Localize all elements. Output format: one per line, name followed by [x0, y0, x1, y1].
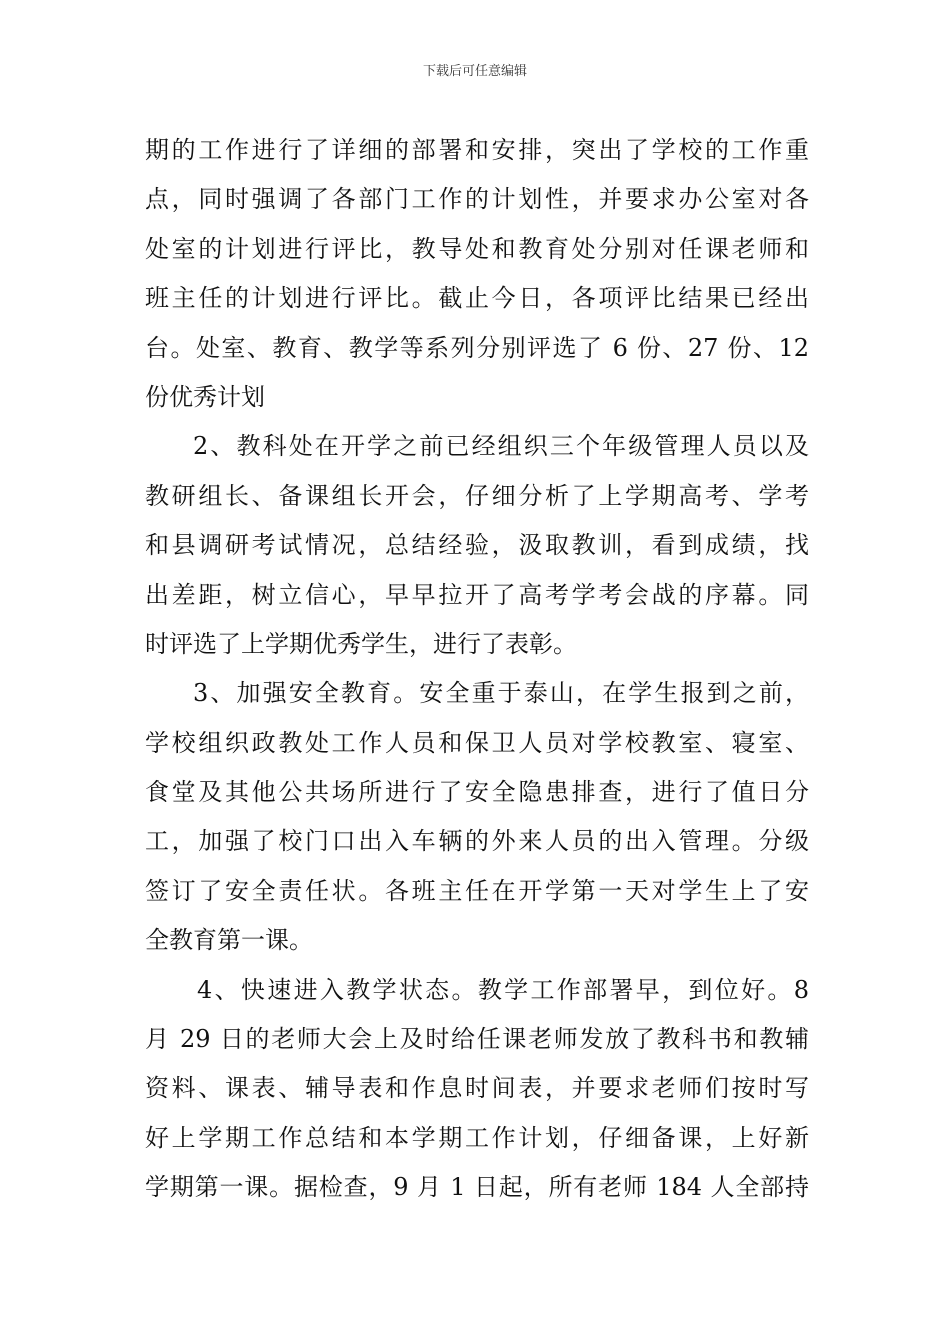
paragraph-2	[145, 422, 809, 669]
text-line: 学期第一课。据检查，9 月 1 日起，所有老师 184 人全部持	[145, 1173, 809, 1202]
text-line: 份优秀计划	[145, 382, 265, 411]
text-line: 台。处室、教育、教学等系列分别评选了 6 份、27 份、12	[145, 333, 809, 362]
text-line: 2、教科处在开学之前已经组织三个年级管理人员以及	[193, 432, 809, 461]
text-line: 学校组织政教处工作人员和保卫人员对学校教室、寝室、	[145, 728, 809, 757]
text-line: 3、加强安全教育。安全重于泰山，在学生报到之前，	[193, 679, 809, 708]
text-line: 处室的计划进行评比，教导处和教育处分别对任课老师和	[145, 234, 809, 263]
text-line: 签订了安全责任状。各班主任在开学第一天对学生上了安	[145, 876, 809, 905]
text-line: 好上学期工作总结和本学期工作计划，仔细备课，上好新	[145, 1123, 809, 1152]
text-line: 班主任的计划进行评比。截止今日，各项评比结果已经出	[145, 284, 809, 313]
text-line: 月 29 日的老师大会上及时给任课老师发放了教科书和教辅	[145, 1025, 809, 1054]
document-body	[145, 126, 809, 1213]
page-header: 下载后可任意编辑	[422, 64, 527, 79]
text-line: 全教育第一课。	[145, 926, 313, 955]
text-line: 教研组长、备课组长开会，仔细分析了上学期高考、学考	[145, 481, 809, 510]
text-line: 出差距，树立信心，早早拉开了高考学考会战的序幕。同	[145, 580, 809, 609]
text-line: 4、快速进入教学状态。教学工作部署早，到位好。8	[197, 975, 809, 1004]
text-line: 食堂及其他公共场所进行了安全隐患排查，进行了值日分	[145, 778, 809, 807]
paragraph-4	[145, 966, 809, 1213]
paragraph-1	[145, 126, 809, 422]
text-line: 和县调研考试情况，总结经验，汲取教训，看到成绩，找	[145, 531, 809, 560]
paragraph-3	[145, 669, 809, 965]
text-line: 资料、课表、辅导表和作息时间表，并要求老师们按时写	[145, 1074, 809, 1103]
text-line: 点，同时强调了各部门工作的计划性，并要求办公室对各	[145, 185, 809, 214]
text-line: 工，加强了校门口出入车辆的外来人员的出入管理。分级	[145, 827, 809, 856]
text-line: 期的工作进行了详细的部署和安排，突出了学校的工作重	[145, 136, 809, 164]
text-line: 时评选了上学期优秀学生，进行了表彰。	[145, 629, 577, 658]
